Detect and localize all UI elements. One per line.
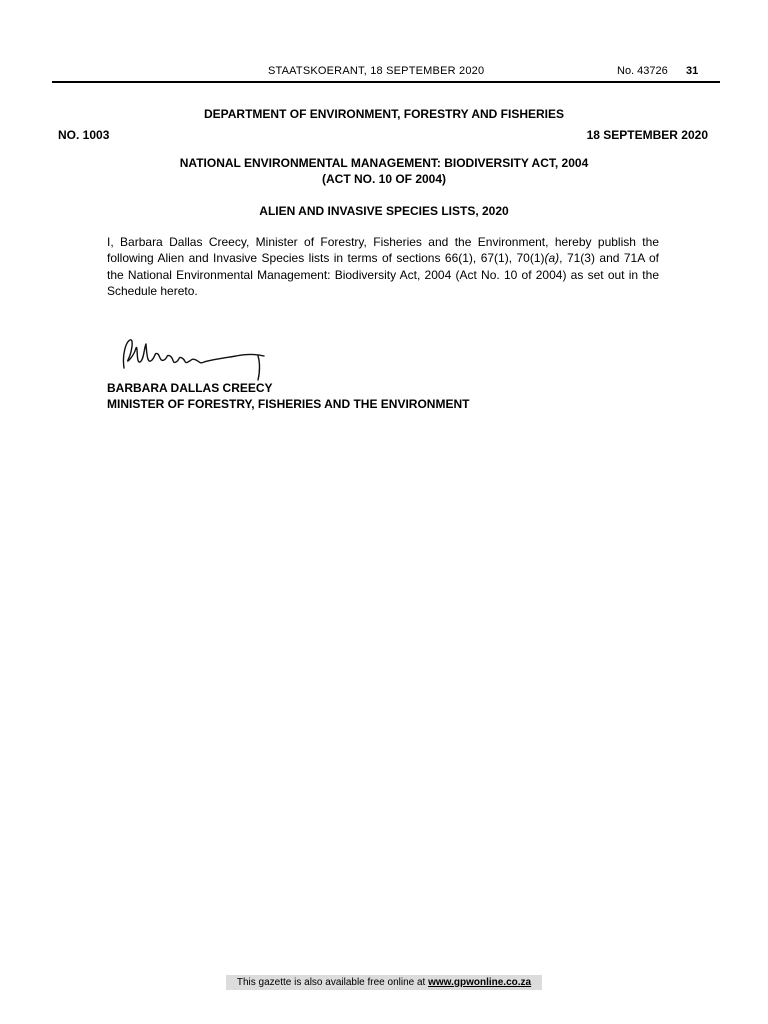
act-title-line-1: NATIONAL ENVIRONMENTAL MANAGEMENT: BIODIVERSITY ACT, 2004 (179, 156, 589, 170)
signatory-name: BARBARA DALLAS CREECY (107, 381, 273, 395)
signatory-title: MINISTER OF FORESTRY, FISHERIES AND THE ENVIRONMENT (107, 397, 470, 411)
page-number: 31 (686, 65, 699, 77)
notice-date: 18 SEPTEMBER 2020 (586, 128, 708, 142)
notice-body-italic: (a) (544, 251, 560, 266)
notice-number: NO. 1003 (58, 128, 110, 142)
signature-image (114, 334, 274, 384)
header-rule (52, 81, 720, 83)
list-title: ALIEN AND INVASIVE SPECIES LISTS, 2020 (259, 204, 509, 218)
notice-body-part-1: I, Barbara Dallas Creecy, Minister of Forestry, Fisheries and the Environment, hereby publish the following Alien and Invasive Species lists in terms of sections 66(1), 67(1), 70(1) (107, 235, 659, 266)
notice-body-part-2: , 71(3) and 71A of the National Environmental Management: Biodiversity Act, 2004 (Act No. 10 of 2004) as set out in the Schedule hereto. (107, 251, 660, 298)
footer-link[interactable]: www.gpwonline.co.za (428, 977, 532, 988)
act-title-line-2: (ACT NO. 10 OF 2004) (321, 172, 447, 186)
footer-text: This gazette is also available free online at (236, 977, 429, 988)
act-title (0, 155, 768, 187)
gazette-issue-number: No. 43726 (617, 65, 668, 77)
department-heading: DEPARTMENT OF ENVIRONMENT, FORESTRY AND FISHERIES (203, 107, 565, 121)
footer-banner (226, 975, 542, 990)
notice-body (107, 234, 659, 299)
gazette-header-title: STAATSKOERANT, 18 SEPTEMBER 2020 (268, 65, 485, 77)
